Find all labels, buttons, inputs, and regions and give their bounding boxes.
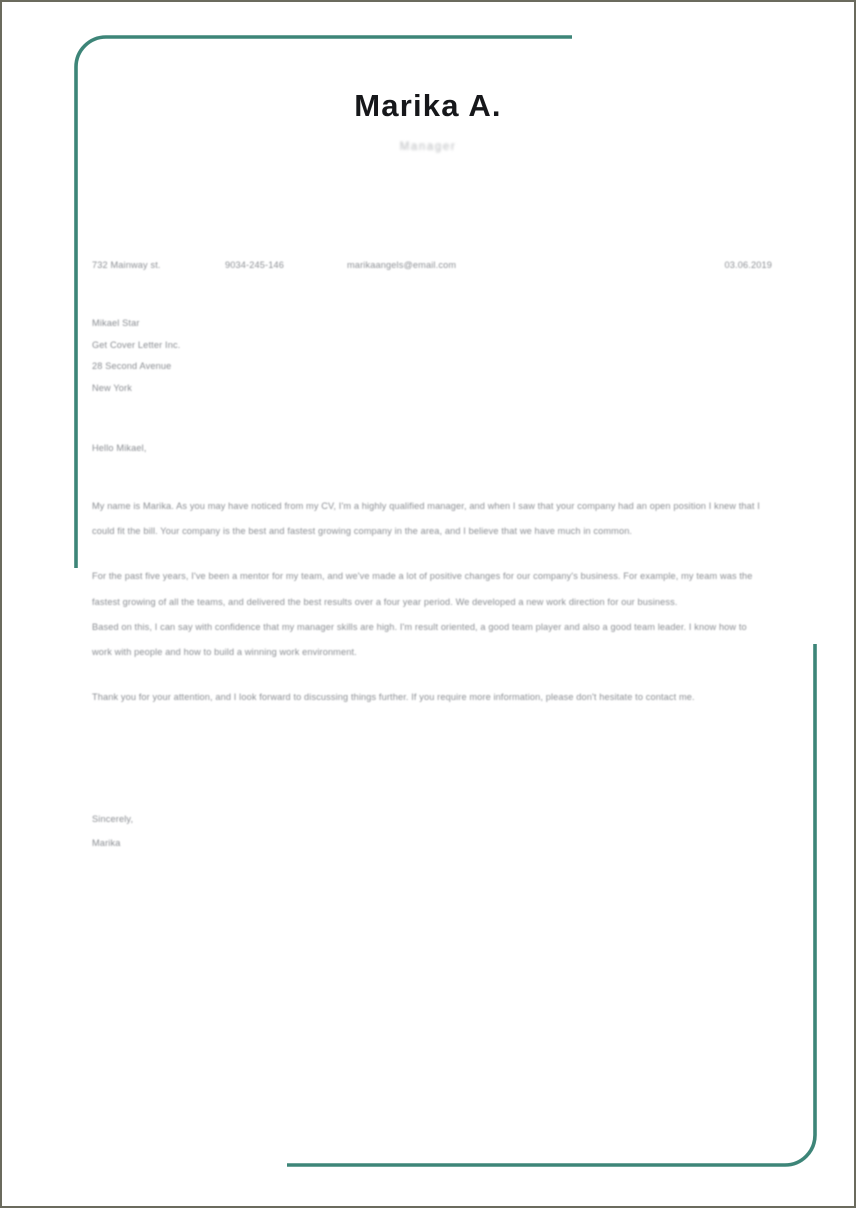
recipient-street: 28 Second Avenue: [92, 361, 172, 371]
recipient-city: New York: [92, 382, 133, 393]
letter-body: [92, 494, 765, 710]
page-title: Marika A.: [354, 88, 502, 123]
letter-header: [2, 90, 854, 153]
letter-paragraph-1: My name is Marika. As you may have noticed from my CV, I'm a highly qualified manager, and when I saw that your company had an open position I knew that I could fit the bill. Your company is the best and fastest growing company in the area, and I believe that we have much in common.: [92, 501, 760, 537]
recipient-company: Get Cover Letter Inc.: [92, 339, 181, 350]
letter-paragraph-3: Based on this, I can say with confidence that my manager skills are high. I'm result oriented, a good team player and also a good team leader. I know how to work with people and how to build a winning work environment.: [92, 621, 747, 658]
recipient-address-block: [92, 313, 180, 399]
letter-greeting: Hello Mikael,: [92, 443, 147, 453]
contact-row: [92, 260, 772, 274]
letter-signature-block: [92, 807, 133, 855]
contact-phone: 9034-245-146: [225, 260, 285, 270]
signature-name: Marika: [92, 838, 121, 848]
letter-paragraph-2: For the past five years, I've been a mentor for my team, and we've made a lot of positive changes for our company's business. For example, my team was the fastest growing of all the teams, and delivered the best results over a four year period. We developed a new work direction for our business.: [92, 571, 753, 607]
letter-closing: Sincerely,: [92, 814, 134, 824]
recipient-name: Mikael Star: [92, 318, 140, 328]
job-title-subtitle: Manager: [399, 141, 457, 153]
contact-address: 732 Mainway st.: [92, 260, 161, 270]
letter-paragraph-4: Thank you for your attention, and I look forward to discussing things further. If you require more information, please don't hesitate to contact me.: [92, 692, 695, 703]
contact-email: marikaangels@email.com: [347, 260, 457, 270]
bottom-right-corner-bracket: [284, 642, 822, 1170]
letter-date: 03.06.2019: [724, 260, 772, 270]
